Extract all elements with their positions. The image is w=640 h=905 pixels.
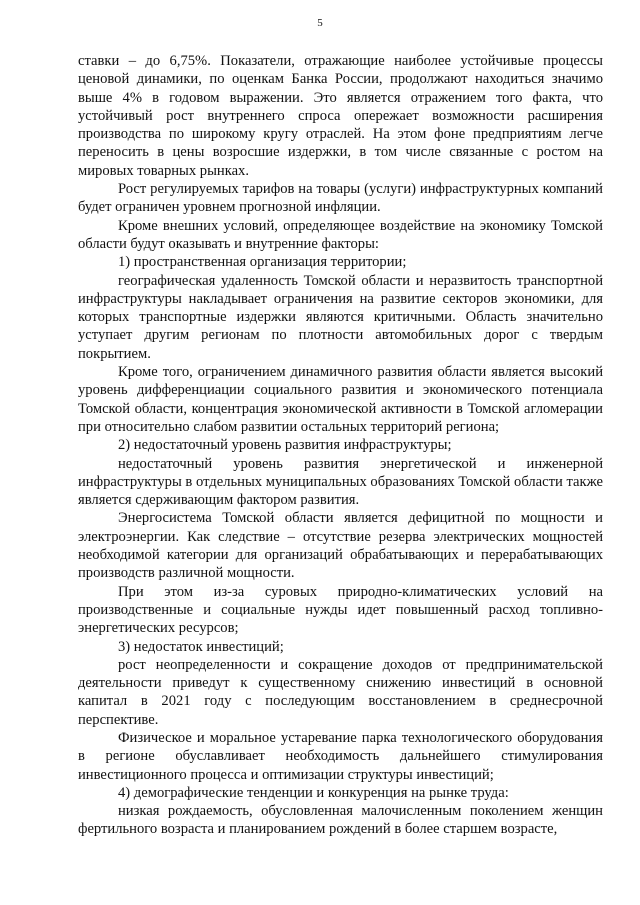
list-heading: 3) недостаток инвестиций; [118,638,284,655]
list-heading: 2) недостаточный уровень развития инфраструктуры; [118,437,452,454]
paragraph: Энергосистема Томской области является дефицитной по мощности и электроэнергии. Как следствие – отсутствие резерва электрических мощностей необходимой категории для организаций обрабатывающих и перерабатывающих производств различной мощности. [78,510,603,582]
paragraph: Кроме того, ограничением динамичного развития области является высокий уровень дифференциации социального развития и экономического потенциала Томской области, концентрация экономической активности в Томской агломерации при относительно слабом развитии остальных территорий региона; [78,364,603,435]
paragraph: рост неопределенности и сокращение доходов от предпринимательской деятельности приведут к существенному снижению инвестиций в основной капитал в 2021 году с последующим восстановлением в среднесрочной перспективе. [78,656,603,728]
paragraph: низкая рождаемость, обусловленная малочисленным поколением женщин фертильного возраста и планированием рождений в более старшем возрасте, [78,803,603,838]
paragraph: Физическое и моральное устаревание парка технологического оборудования в регионе обуславливает необходимость дальнейшего стимулирования инвестиционного процесса и оптимизации структуры инвестиций; [78,729,603,783]
paragraph: При этом из-за суровых природно-климатических условий на производственные и социальные нужды идет повышенный расход топливно-энергетических ресурсов; [78,583,603,637]
page-number: 5 [317,17,323,29]
list-heading: 4) демографические тенденции и конкуренция на рынке труда: [118,784,509,801]
paragraph: Рост регулируемых тарифов на товары (услуги) инфраструктурных компаний будет ограничен уровнем прогнозной инфляции. [78,181,603,216]
paragraph: недостаточный уровень развития энергетической и инженерной инфраструктуры в отдельных муниципальных образованиях Томской области также является сдерживающим фактором развития. [78,455,603,509]
list-heading: 1) пространственная организация территории; [118,254,407,271]
paragraph: Кроме внешних условий, определяющее воздействие на экономику Томской области будут оказывать и внутренние факторы: [78,217,603,252]
body-text [78,52,603,839]
paragraph: ставки – до 6,75%. Показатели, отражающие наиболее устойчивые процессы ценовой динамики, по оценкам Банка России, продолжают находиться значимо выше 4% в годовом выражении. Это является отражением того факта, что устойчивый рост внутреннего спроса опережает возможности расширения производства по широкому кругу отраслей. На этом фоне предприятиям легче переносить в цены возросшие издержки, в том числе связанные с ростом на мировых товарных рынках. [78,53,603,179]
paragraph: географическая удаленность Томской области и неразвитость транспортной инфраструктуры накладывает ограничения на развитие секторов экономики, для которых транспортные издержки являются критичными. Область значительно уступает другим регионам по плотности автомобильных дорог с твердым покрытием. [78,272,603,362]
